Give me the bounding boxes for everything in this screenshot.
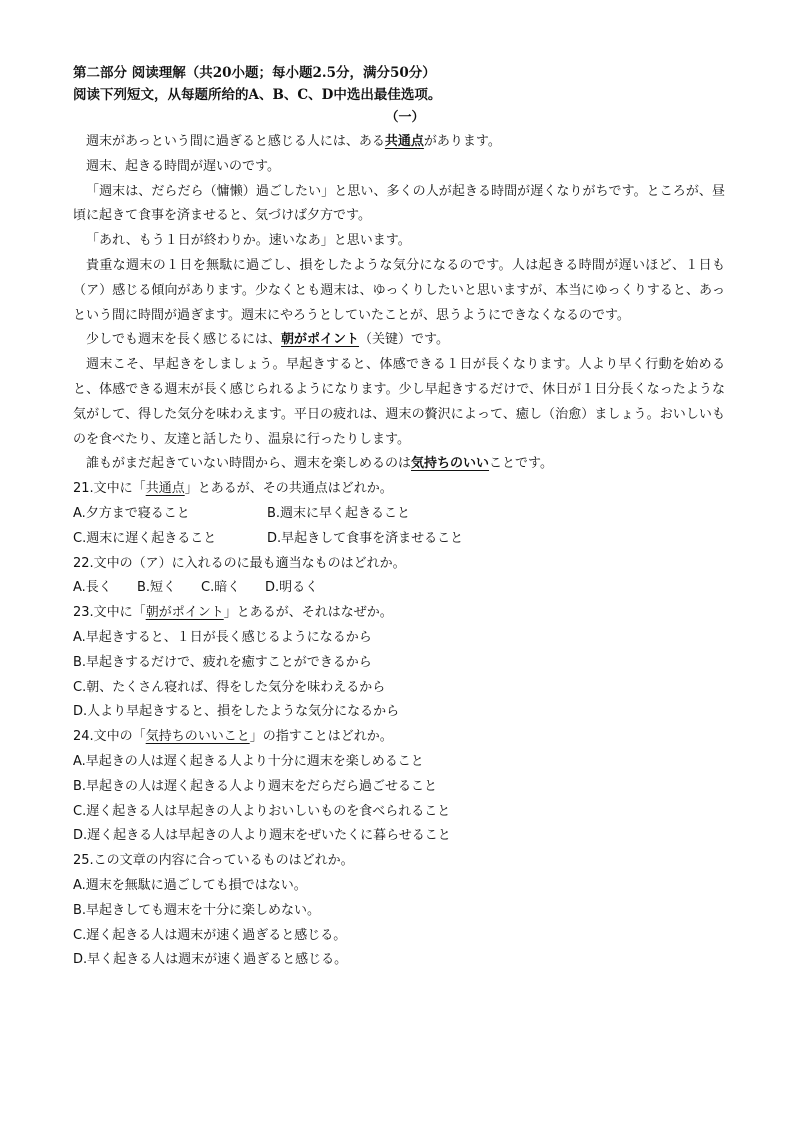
paragraph-6: 少しでも週末を長く感じるには、朝がポイント（关键）です。: [86, 332, 449, 348]
option-21-a[interactable]: A.夕方まで寝ること: [73, 505, 190, 521]
paragraph-4: 「あれ、もう１日が終わりか。速いなあ」と思います。: [86, 233, 411, 249]
underlined-term-kimochi-no-ii: 気持ちのいい: [411, 456, 490, 472]
option-21-c[interactable]: C.週末に遅く起きること: [73, 530, 217, 546]
section-header: 第二部分 阅读理解（共20小题；每小题2.5分，满分50分）: [73, 65, 436, 81]
option-23-c[interactable]: C.朝、たくさん寝れば、得をした気分を味わえるから: [73, 679, 386, 695]
option-22-d[interactable]: D.明るく: [265, 580, 319, 596]
paragraph-8: 誰もがまだ起きていない時間から、週末を楽しめるのは気持ちのいいことです。: [86, 456, 553, 472]
question-24-stem: 24.文中の「気持ちのいいこと」の指すことはどれか。: [73, 729, 393, 745]
option-25-a[interactable]: A.週末を無駄に過ごしても損ではない。: [73, 877, 307, 893]
option-25-d[interactable]: D.早く起きる人は週末が速く過ぎると感じる。: [73, 952, 348, 968]
option-22-c[interactable]: C.暗く: [201, 580, 241, 596]
option-22-b[interactable]: B.短く: [137, 580, 177, 596]
question-23-stem: 23.文中に「朝がポイント」とあるが、それはなぜか。: [73, 605, 393, 621]
option-25-c[interactable]: C.遅く起きる人は週末が速く過ぎると感じる。: [73, 927, 347, 943]
paragraph-1: 週末があっという間に過ぎると感じる人には、ある共通点があります。: [86, 134, 501, 149]
question-21-options-row-1: [73, 502, 725, 527]
option-24-d[interactable]: D.遅く起きる人は早起きの人より週末をぜいたくに暮らせること: [73, 828, 451, 844]
instructions: 阅读下列短文，从每题所给的A、B、C、D中选出最佳选项。: [73, 87, 442, 103]
option-25-b[interactable]: B.早起きしても週末を十分に楽しめない。: [73, 902, 321, 918]
paragraph-3: 「週末は、だらだら（慵懒）過ごしたい」と思い、多くの人が起きる時間が遅くなりがちです。ところが、昼頃に起きて食事を済ませると、気づけば夕方です。: [73, 183, 725, 224]
paragraph-5: 貴重な週末の１日を無駄に過ごし、損をしたような気分になるのです。人は起きる時間が遅いほど、１日も（ア）感じる傾向があります。少なくとも週末は、ゆっくりしたいと思いますが、本当にゆっくりすると、あっという間に時間が過ぎます。週末にやろうとしていたことが、思うようにできなくなるのです。: [73, 257, 725, 323]
paragraph-7: 週末こそ、早起きをしましょう。早起きすると、体感できる１日が長くなります。人より早く行動を始めると、体感できる週末が長く感じられるようになります。少し早起きするだけで、休日が１日分長くなったような気がして、得した気分を味わえます。平日の疲れは、週末の贅沢によって、癒し（治愈）ましょう。おいしいものを食べたり、友達と話したり、温泉に行ったりします。: [73, 357, 725, 447]
question-22-stem: 22.文中の（ア）に入れるのに最も適当なものはどれか。: [73, 555, 406, 571]
option-24-b[interactable]: B.早起きの人は遅く起きる人より週末をだらだら過ごせること: [73, 778, 438, 794]
option-24-c[interactable]: C.遅く起きる人は早起きの人よりおいしいものを食べられること: [73, 803, 451, 819]
reading-passage: [73, 130, 725, 477]
exam-page: [73, 62, 725, 973]
question-list: [73, 477, 725, 973]
question-21-stem: 21.文中に「共通点」とあるが、その共通点はどれか。: [73, 481, 393, 497]
question-25-stem: 25.この文章の内容に合っているものはどれか。: [73, 853, 354, 869]
underlined-term-kyoutsuuten: 共通点: [384, 134, 424, 149]
underlined-term-asa-ga-pointo: 朝がポイント: [281, 332, 360, 348]
option-22-a[interactable]: A.長く: [73, 580, 112, 596]
option-23-d[interactable]: D.人より早起きすると、損をしたような気分になるから: [73, 704, 400, 720]
passage-number: （一）: [385, 110, 425, 125]
option-21-d[interactable]: D.早起きして食事を済ませること: [267, 530, 464, 546]
option-23-a[interactable]: A.早起きすると、１日が長く感じるようになるから: [73, 629, 372, 645]
question-22-options: [73, 576, 725, 601]
paragraph-2: 週末、起きる時間が遅いのです。: [86, 158, 280, 174]
option-21-b[interactable]: B.週末に早く起きること: [267, 505, 411, 521]
question-21-options-row-2: [73, 527, 725, 552]
option-24-a[interactable]: A.早起きの人は遅く起きる人より十分に週末を楽しめること: [73, 753, 424, 769]
option-23-b[interactable]: B.早起きするだけで、疲れを癒すことができるから: [73, 654, 372, 670]
